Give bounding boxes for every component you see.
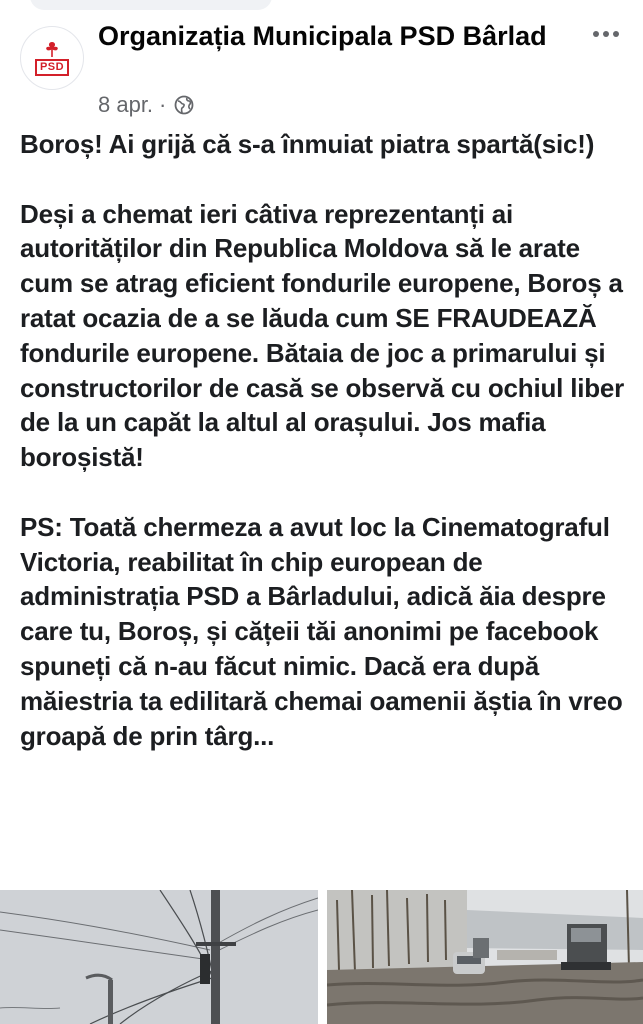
post-header: [0, 0, 643, 120]
page-name[interactable]: Organizația Municipala PSD Bârlad: [98, 21, 547, 51]
post-meta: [98, 92, 194, 118]
meta-separator: ·: [159, 92, 167, 117]
post-paragraph: Deși a chemat ieri câtiva reprezentanți ai autorităților din Republica Moldova să le arate cum se atrag eficient fondurile europene, Boroș a ratat ocazia de a se lăuda cum SE FRAUDEAZĂ fondurile europene. Bătaia de joc a primarului și constructorilor de casă se observă cu ochiul liber de la un capăt la altul al orașului. Jos mafia boroșistă!: [20, 198, 625, 473]
psd-rose-icon: [41, 41, 63, 57]
globe-icon: [174, 95, 194, 115]
post-photos: [0, 890, 643, 1024]
psd-logo-text: PSD: [35, 59, 69, 76]
photo-damaged-road[interactable]: [327, 890, 643, 1024]
road-works-illustration: [327, 890, 643, 1024]
post-paragraph: PS: Toată chermeza a avut loc la Cinematograful Victoria, reabilitat în chip european de administrația PSD a Bârladului, adică ăia despre care tu, Boroș, și cățeii tăi anonimi pe facebook spuneți că n-au făcut nimic. Dacă era după măiestria ta edilitară chemai oamenii ăștia în vreo groapă de prin târg...: [20, 511, 623, 751]
more-options-icon[interactable]: [591, 24, 621, 44]
post-text: [20, 127, 630, 753]
page-avatar[interactable]: [20, 26, 84, 90]
photo-utility-pole[interactable]: [0, 890, 318, 1024]
post-date[interactable]: 8 apr.: [98, 92, 154, 117]
post-paragraph: Boroș! Ai grijă că s-a înmuiat piatra spartă(sic!): [20, 129, 595, 159]
utility-pole-illustration: [0, 890, 318, 1024]
